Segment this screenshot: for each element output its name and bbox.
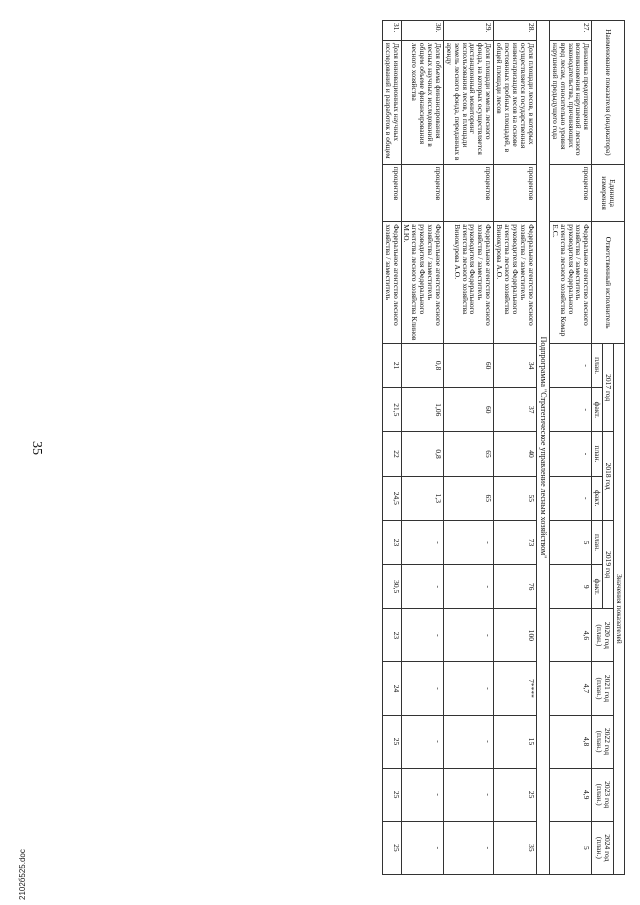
value-cell: 22 bbox=[382, 432, 401, 476]
value-cell: - bbox=[443, 768, 493, 821]
value-cell: 4,7 bbox=[550, 662, 592, 715]
header-name: Наименование показателя (индикатора) bbox=[592, 21, 625, 165]
value-cell: 4,9 bbox=[550, 768, 592, 821]
value-cell: 65 bbox=[443, 476, 493, 520]
table-row bbox=[494, 21, 536, 875]
value-cell: 73 bbox=[494, 520, 536, 564]
unit: процентов bbox=[550, 164, 592, 222]
value-cell: 25 bbox=[382, 768, 401, 821]
indicators-table bbox=[382, 20, 625, 875]
value-cell: - bbox=[401, 520, 443, 564]
unit: процентов bbox=[382, 164, 401, 222]
value-cell: 15 bbox=[494, 715, 536, 768]
header-2018-fact: факт. bbox=[592, 476, 603, 520]
responsible: Федеральное агентство лесного хозяйства / заместитель руководителя Федерального агентства лесного хозяйства Комар Е.С. bbox=[550, 222, 592, 344]
value-cell: - bbox=[443, 715, 493, 768]
indicator-name: Динамика предотвращения возникновения нарушений лесного законодательства, причиняющих вред лесам, относительно уровня нарушений предыдущего года bbox=[550, 40, 592, 164]
value-cell: 21 bbox=[382, 343, 401, 387]
value-cell: - bbox=[443, 821, 493, 874]
responsible: Федеральное агентство лесного хозяйства / заместитель bbox=[382, 222, 401, 344]
value-cell: - bbox=[401, 821, 443, 874]
value-cell: 30,5 bbox=[382, 565, 401, 609]
value-cell: 5 bbox=[550, 821, 592, 874]
responsible: Федеральное агентство лесного хозяйства / заместитель руководителя Федерального агентства лесного хозяйства Винокурова А.О. bbox=[443, 222, 493, 344]
value-cell: - bbox=[443, 565, 493, 609]
table-row bbox=[382, 21, 401, 875]
value-cell: - bbox=[443, 662, 493, 715]
value-cell: 35 bbox=[494, 821, 536, 874]
indicator-name: Доля объема финансирования лесных научных исследований в общем объеме финансирования лесного хозяйства bbox=[401, 40, 443, 164]
value-cell: 21,5 bbox=[382, 388, 401, 432]
value-cell: 7**** bbox=[494, 662, 536, 715]
unit: процентов bbox=[443, 164, 493, 222]
header-values: Значения показателей bbox=[614, 343, 625, 874]
row-number: 30. bbox=[401, 21, 443, 41]
value-cell: 25 bbox=[494, 768, 536, 821]
header-2021: 2021 год (план.) bbox=[592, 662, 614, 715]
value-cell: - bbox=[401, 609, 443, 662]
table-row bbox=[401, 21, 443, 875]
row-number: 28. bbox=[494, 21, 536, 41]
value-cell: - bbox=[401, 565, 443, 609]
row-number: 27. bbox=[550, 21, 592, 41]
header-2019-fact: факт. bbox=[592, 565, 603, 609]
subprogram-row bbox=[536, 21, 549, 875]
unit: процентов bbox=[401, 164, 443, 222]
header-2020: 2020 год (план.) bbox=[592, 609, 614, 662]
value-cell: 4,8 bbox=[550, 715, 592, 768]
page-number: 35 bbox=[29, 441, 44, 455]
indicator-name: Доля площади земель лесного фонда, на которых осуществляется дистанционный мониторинг использования лесов, в площади земель лесного фонда, переданных в аренду bbox=[443, 40, 493, 164]
value-cell: - bbox=[550, 343, 592, 387]
value-cell: 24 bbox=[382, 662, 401, 715]
header-2022: 2022 год (план.) bbox=[592, 715, 614, 768]
value-cell: 40 bbox=[494, 432, 536, 476]
value-cell: - bbox=[443, 609, 493, 662]
value-cell: 55 bbox=[494, 476, 536, 520]
header-unit: Единица измерения bbox=[592, 164, 625, 222]
header-2018-plan: план. bbox=[592, 432, 603, 476]
responsible: Федеральное агентство лесного хозяйства / заместитель руководителя Федерального агентства лесного хозяйства Винокурова А.О. bbox=[494, 222, 536, 344]
value-cell: 9 bbox=[550, 565, 592, 609]
value-cell: 0,8 bbox=[401, 432, 443, 476]
indicator-name: Доля инновационных научных исследований и разработок в общем bbox=[382, 40, 401, 164]
table-row bbox=[443, 21, 493, 875]
value-cell: 34 bbox=[494, 343, 536, 387]
header-2019-plan: план. bbox=[592, 520, 603, 564]
value-cell: 76 bbox=[494, 565, 536, 609]
value-cell: - bbox=[550, 476, 592, 520]
subprogram-title: Подпрограмма "Стратегическое управление лесным хозяйством" bbox=[536, 21, 549, 875]
responsible: Федеральное агентство лесного хозяйства / заместитель руководителя Федерального агентства лесного хозяйства Клинов М.Ю. bbox=[401, 222, 443, 344]
rotated-table-container bbox=[65, 20, 625, 875]
value-cell: - bbox=[401, 662, 443, 715]
value-cell: 0,8 bbox=[401, 343, 443, 387]
table-row bbox=[550, 21, 592, 875]
header-2023: 2023 год (план.) bbox=[592, 768, 614, 821]
value-cell: 24,5 bbox=[382, 476, 401, 520]
value-cell: 65 bbox=[443, 432, 493, 476]
header-responsible: Ответственный исполнитель bbox=[592, 222, 625, 344]
row-number: 29. bbox=[443, 21, 493, 41]
header-2017: 2017 год bbox=[603, 343, 614, 431]
row-number: 31. bbox=[382, 21, 401, 41]
value-cell: 1,3 bbox=[401, 476, 443, 520]
value-cell: 25 bbox=[382, 821, 401, 874]
value-cell: 4,6 bbox=[550, 609, 592, 662]
value-cell: - bbox=[443, 520, 493, 564]
value-cell: - bbox=[550, 432, 592, 476]
value-cell: - bbox=[401, 768, 443, 821]
value-cell: 60 bbox=[443, 343, 493, 387]
value-cell: 100 bbox=[494, 609, 536, 662]
unit: процентов bbox=[494, 164, 536, 222]
header-2017-plan: план. bbox=[592, 343, 603, 387]
header-2018: 2018 год bbox=[603, 432, 614, 520]
value-cell: 5 bbox=[550, 520, 592, 564]
header-2019: 2019 год bbox=[603, 520, 614, 608]
value-cell: 1,06 bbox=[401, 388, 443, 432]
indicator-name: Доля площади лесов, в которых осуществляется государственная инвентаризация лесов на основе постоянных пробных площадей, в общей площади лесов bbox=[494, 40, 536, 164]
value-cell: 23 bbox=[382, 609, 401, 662]
value-cell: 25 bbox=[382, 715, 401, 768]
value-cell: - bbox=[550, 388, 592, 432]
value-cell: 37 bbox=[494, 388, 536, 432]
header-2024: 2024 год (план.) bbox=[592, 821, 614, 874]
document-footer: 2102б525.doc bbox=[18, 849, 27, 900]
value-cell: 23 bbox=[382, 520, 401, 564]
value-cell: - bbox=[401, 715, 443, 768]
value-cell: 60 bbox=[443, 388, 493, 432]
header-2017-fact: факт. bbox=[592, 388, 603, 432]
